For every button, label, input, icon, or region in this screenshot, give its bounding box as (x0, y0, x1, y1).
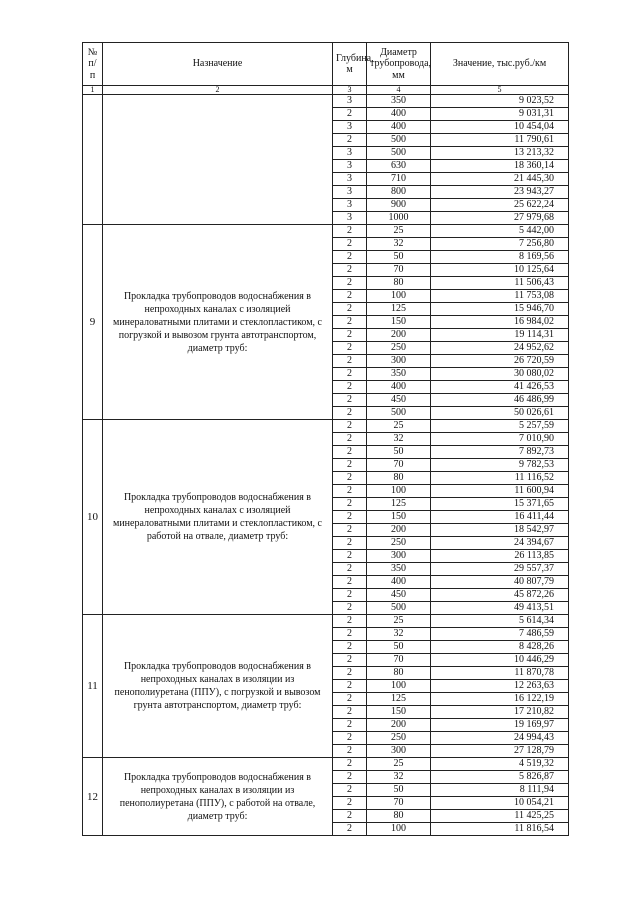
depth-cell: 2 (333, 641, 367, 654)
value-cell: 24 952,62 (431, 342, 569, 355)
value-cell: 24 394,67 (431, 537, 569, 550)
price-table (82, 42, 569, 836)
diameter-cell: 100 (367, 680, 431, 693)
value-cell: 5 614,34 (431, 615, 569, 628)
diameter-cell: 710 (367, 173, 431, 186)
value-cell: 11 753,08 (431, 290, 569, 303)
value-cell: 7 010,90 (431, 433, 569, 446)
depth-cell: 2 (333, 368, 367, 381)
value-cell: 11 816,54 (431, 823, 569, 836)
diameter-cell: 80 (367, 472, 431, 485)
depth-cell: 2 (333, 498, 367, 511)
diameter-cell: 32 (367, 238, 431, 251)
value-cell: 7 486,59 (431, 628, 569, 641)
header-num: № п/п (83, 43, 103, 86)
value-cell: 24 994,43 (431, 732, 569, 745)
depth-cell: 2 (333, 446, 367, 459)
depth-cell: 2 (333, 407, 367, 420)
depth-cell: 2 (333, 511, 367, 524)
value-cell: 23 943,27 (431, 186, 569, 199)
diameter-cell: 250 (367, 732, 431, 745)
value-cell: 40 807,79 (431, 576, 569, 589)
diameter-cell: 100 (367, 485, 431, 498)
diameter-cell: 250 (367, 342, 431, 355)
diameter-cell: 450 (367, 394, 431, 407)
depth-cell: 2 (333, 758, 367, 771)
depth-cell: 2 (333, 108, 367, 121)
diameter-cell: 350 (367, 95, 431, 108)
depth-cell: 2 (333, 550, 367, 563)
value-cell: 25 622,24 (431, 199, 569, 212)
diameter-cell: 32 (367, 433, 431, 446)
diameter-cell: 200 (367, 524, 431, 537)
diameter-cell: 150 (367, 706, 431, 719)
value-cell: 19 169,97 (431, 719, 569, 732)
diameter-cell: 70 (367, 459, 431, 472)
diameter-cell: 50 (367, 251, 431, 264)
value-cell: 11 790,61 (431, 134, 569, 147)
depth-cell: 2 (333, 667, 367, 680)
value-cell: 18 542,97 (431, 524, 569, 537)
value-cell: 18 360,14 (431, 160, 569, 173)
section-purpose: Прокладка трубопроводов водоснабжения в непроходных каналах с изоляцией минераловатными плитами и стеклопластиком, с погрузкой и вывозом грунта автотранспортом, диаметр труб: (103, 225, 333, 420)
value-cell: 11 506,43 (431, 277, 569, 290)
depth-cell: 2 (333, 810, 367, 823)
diameter-cell: 25 (367, 420, 431, 433)
diameter-cell: 125 (367, 498, 431, 511)
diameter-cell: 350 (367, 368, 431, 381)
diameter-cell: 50 (367, 446, 431, 459)
header-purpose: Назначение (103, 43, 333, 86)
diameter-cell: 400 (367, 121, 431, 134)
diameter-cell: 25 (367, 758, 431, 771)
value-cell: 9 031,31 (431, 108, 569, 121)
diameter-cell: 125 (367, 693, 431, 706)
section-number: 10 (83, 420, 103, 615)
value-cell: 5 442,00 (431, 225, 569, 238)
value-cell: 10 054,21 (431, 797, 569, 810)
depth-cell: 2 (333, 745, 367, 758)
column-number-row (83, 86, 569, 95)
depth-cell: 2 (333, 225, 367, 238)
depth-cell: 2 (333, 537, 367, 550)
depth-cell: 2 (333, 628, 367, 641)
value-cell: 11 425,25 (431, 810, 569, 823)
depth-cell: 2 (333, 355, 367, 368)
diameter-cell: 80 (367, 667, 431, 680)
value-cell: 10 446,29 (431, 654, 569, 667)
value-cell: 11 116,52 (431, 472, 569, 485)
value-cell: 13 213,32 (431, 147, 569, 160)
value-cell: 49 413,51 (431, 602, 569, 615)
diameter-cell: 800 (367, 186, 431, 199)
value-cell: 7 256,80 (431, 238, 569, 251)
diameter-cell: 900 (367, 199, 431, 212)
diameter-cell: 80 (367, 810, 431, 823)
value-cell: 26 113,85 (431, 550, 569, 563)
depth-cell: 2 (333, 329, 367, 342)
depth-cell: 2 (333, 342, 367, 355)
section-number: 11 (83, 615, 103, 758)
diameter-cell: 100 (367, 823, 431, 836)
value-cell: 27 979,68 (431, 212, 569, 225)
section-number: 9 (83, 225, 103, 420)
depth-cell: 3 (333, 199, 367, 212)
depth-cell: 2 (333, 290, 367, 303)
depth-cell: 3 (333, 173, 367, 186)
value-cell: 12 263,63 (431, 680, 569, 693)
diameter-cell: 300 (367, 355, 431, 368)
depth-cell: 2 (333, 381, 367, 394)
diameter-cell: 70 (367, 654, 431, 667)
value-cell: 29 557,37 (431, 563, 569, 576)
depth-cell: 2 (333, 524, 367, 537)
value-cell: 11 870,78 (431, 667, 569, 680)
diameter-cell: 25 (367, 615, 431, 628)
diameter-cell: 350 (367, 563, 431, 576)
diameter-cell: 125 (367, 303, 431, 316)
depth-cell: 2 (333, 654, 367, 667)
value-cell: 30 080,02 (431, 368, 569, 381)
diameter-cell: 450 (367, 589, 431, 602)
depth-cell: 2 (333, 459, 367, 472)
depth-cell: 2 (333, 602, 367, 615)
value-cell: 5 826,87 (431, 771, 569, 784)
value-cell: 15 371,65 (431, 498, 569, 511)
diameter-cell: 150 (367, 316, 431, 329)
header-depth: Глубина, м (333, 43, 367, 86)
value-cell: 7 892,73 (431, 446, 569, 459)
diameter-cell: 500 (367, 147, 431, 160)
column-number: 1 (83, 86, 103, 95)
depth-cell: 2 (333, 485, 367, 498)
depth-cell: 2 (333, 589, 367, 602)
table-row (83, 615, 569, 628)
depth-cell: 2 (333, 420, 367, 433)
value-cell: 26 720,59 (431, 355, 569, 368)
value-cell: 4 519,32 (431, 758, 569, 771)
table-row (83, 95, 569, 108)
diameter-cell: 32 (367, 628, 431, 641)
value-cell: 16 122,19 (431, 693, 569, 706)
depth-cell: 2 (333, 576, 367, 589)
depth-cell: 2 (333, 693, 367, 706)
value-cell: 50 026,61 (431, 407, 569, 420)
diameter-cell: 400 (367, 381, 431, 394)
table-row (83, 758, 569, 771)
diameter-cell: 400 (367, 108, 431, 121)
depth-cell: 2 (333, 264, 367, 277)
value-cell: 9 782,53 (431, 459, 569, 472)
depth-cell: 2 (333, 680, 367, 693)
value-cell: 8 111,94 (431, 784, 569, 797)
depth-cell: 2 (333, 706, 367, 719)
depth-cell: 3 (333, 212, 367, 225)
header-value: Значение, тыс.руб./км (431, 43, 569, 86)
section-number: 12 (83, 758, 103, 836)
diameter-cell: 25 (367, 225, 431, 238)
value-cell: 41 426,53 (431, 381, 569, 394)
section-purpose: Прокладка трубопроводов водоснабжения в непроходных каналах с изоляцией минераловатными плитами и стеклопластиком, с работой на отвале, диаметр труб: (103, 420, 333, 615)
diameter-cell: 70 (367, 264, 431, 277)
section-number (83, 95, 103, 225)
diameter-cell: 1000 (367, 212, 431, 225)
diameter-cell: 50 (367, 641, 431, 654)
diameter-cell: 200 (367, 329, 431, 342)
depth-cell: 2 (333, 303, 367, 316)
header-diameter: Диаметр трубопровода, мм (367, 43, 431, 86)
value-cell: 16 411,44 (431, 511, 569, 524)
depth-cell: 2 (333, 251, 367, 264)
diameter-cell: 80 (367, 277, 431, 290)
depth-cell: 2 (333, 394, 367, 407)
depth-cell: 2 (333, 719, 367, 732)
column-number: 5 (431, 86, 569, 95)
depth-cell: 2 (333, 615, 367, 628)
value-cell: 9 023,52 (431, 95, 569, 108)
value-cell: 8 428,26 (431, 641, 569, 654)
document-page (82, 42, 569, 836)
depth-cell: 3 (333, 186, 367, 199)
depth-cell: 2 (333, 433, 367, 446)
section-purpose: Прокладка трубопроводов водоснабжения в непроходных каналах в изоляции из пенополиуретана (ППУ), с погрузкой и вывозом грунта автотранспортом, диаметр труб: (103, 615, 333, 758)
depth-cell: 2 (333, 316, 367, 329)
diameter-cell: 150 (367, 511, 431, 524)
diameter-cell: 50 (367, 784, 431, 797)
diameter-cell: 400 (367, 576, 431, 589)
value-cell: 17 210,82 (431, 706, 569, 719)
value-cell: 16 984,02 (431, 316, 569, 329)
depth-cell: 3 (333, 160, 367, 173)
diameter-cell: 300 (367, 745, 431, 758)
value-cell: 21 445,30 (431, 173, 569, 186)
value-cell: 45 872,26 (431, 589, 569, 602)
value-cell: 10 125,64 (431, 264, 569, 277)
table-body (83, 95, 569, 836)
depth-cell: 2 (333, 771, 367, 784)
section-purpose (103, 95, 333, 225)
depth-cell: 2 (333, 134, 367, 147)
depth-cell: 3 (333, 121, 367, 134)
diameter-cell: 100 (367, 290, 431, 303)
depth-cell: 2 (333, 563, 367, 576)
depth-cell: 3 (333, 95, 367, 108)
column-number: 4 (367, 86, 431, 95)
depth-cell: 3 (333, 147, 367, 160)
value-cell: 5 257,59 (431, 420, 569, 433)
depth-cell: 2 (333, 797, 367, 810)
section-purpose: Прокладка трубопроводов водоснабжения в непроходных каналах в изоляции из пенополиуретана (ППУ), с работой на отвале, диаметр труб: (103, 758, 333, 836)
diameter-cell: 300 (367, 550, 431, 563)
diameter-cell: 500 (367, 134, 431, 147)
value-cell: 8 169,56 (431, 251, 569, 264)
column-number: 3 (333, 86, 367, 95)
depth-cell: 2 (333, 238, 367, 251)
depth-cell: 2 (333, 823, 367, 836)
value-cell: 10 454,04 (431, 121, 569, 134)
diameter-cell: 250 (367, 537, 431, 550)
column-number: 2 (103, 86, 333, 95)
value-cell: 27 128,79 (431, 745, 569, 758)
diameter-cell: 500 (367, 602, 431, 615)
table-row (83, 420, 569, 433)
value-cell: 46 486,99 (431, 394, 569, 407)
depth-cell: 2 (333, 732, 367, 745)
value-cell: 11 600,94 (431, 485, 569, 498)
value-cell: 15 946,70 (431, 303, 569, 316)
diameter-cell: 32 (367, 771, 431, 784)
value-cell: 19 114,31 (431, 329, 569, 342)
depth-cell: 2 (333, 472, 367, 485)
table-row (83, 225, 569, 238)
header-row (83, 43, 569, 86)
diameter-cell: 630 (367, 160, 431, 173)
depth-cell: 2 (333, 277, 367, 290)
diameter-cell: 70 (367, 797, 431, 810)
diameter-cell: 200 (367, 719, 431, 732)
diameter-cell: 500 (367, 407, 431, 420)
depth-cell: 2 (333, 784, 367, 797)
